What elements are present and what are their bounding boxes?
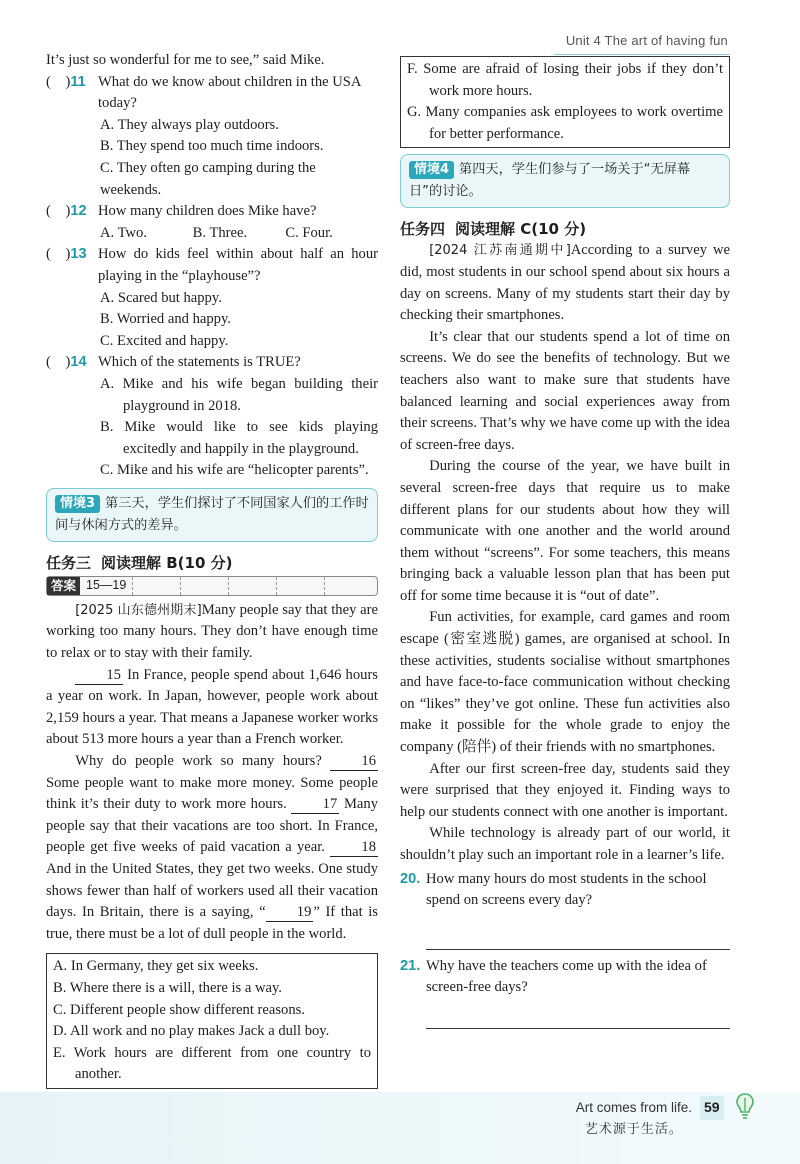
option: C. Mike and his wife are “helicopter parents”. (100, 462, 369, 479)
scene-tag: 情境3 (55, 495, 100, 513)
slogan-cn: 艺术源于生活。 (584, 1121, 683, 1137)
passage-b-paragraph-2: 15 In France, people spend about 1,646 hours a year on work. In Japan, however, people work about 2,159 hours a year. That means a Japanese worker works about 513 more hours a year than a French worker. (46, 666, 378, 748)
passage-c-paragraph-1: [2024 江苏南通期中]According to a survey we did, most students in our school spend about six hours a day on screens. Many of my students start their day by checking their smartphones. (400, 242, 730, 324)
option: C. They often go camping during the weekends. (100, 159, 316, 198)
answer-cell[interactable] (132, 577, 180, 595)
choice-box (46, 953, 378, 1089)
answer-paren[interactable]: ( )12 (46, 203, 87, 220)
option: C. Four. (285, 224, 333, 241)
question-stem: How many children does Mike have? (98, 203, 317, 220)
question-20 (400, 869, 730, 912)
choice-item: F. Some are afraid of losing their jobs if they don’t work more hours. (407, 61, 723, 99)
scene-4-box (400, 154, 730, 208)
question-stem: How many hours do most students in the school spend on screens every day? (426, 870, 707, 909)
answer-cell[interactable] (276, 577, 324, 595)
choice-item: D. All work and no play makes Jack a dull boy. (53, 1023, 330, 1040)
option-row (46, 223, 378, 245)
question-21 (400, 956, 730, 999)
slogan-en: Art comes from life. (575, 1100, 692, 1115)
question-stem: Why have the teachers come up with the idea of screen-free days? (426, 957, 707, 996)
choice-item: A. In Germany, they get six weeks. (53, 958, 259, 975)
passage-c-paragraph-2: It’s clear that our students spend a lot of time on screens. We do see the benefits of technology. But we teachers also want to make sure that students have balanced learning and social experiences away from their screens. That’s why we have come up with the idea of screen-free days. (400, 328, 731, 453)
option: B. They spend too much time indoors. (100, 138, 324, 155)
passage-lead-line: It’s just so wonderful for me to see,” said Mike. (46, 52, 325, 68)
question-12 (46, 201, 378, 223)
scene-3-box (46, 488, 378, 542)
page-number: 59 (700, 1096, 724, 1120)
passage-c-paragraph-6: While technology is already part of our world, it shouldn’t play such an important role in a learner’s life. (400, 825, 730, 863)
answer-line[interactable] (426, 1009, 730, 1029)
choice-item: E. Work hours are different from one country to another. (53, 1044, 371, 1083)
option: A. Two. (100, 224, 147, 241)
answer-paren[interactable]: ( )14 (46, 354, 87, 371)
option: B. Three. (192, 224, 248, 241)
scene-text: 第三天，学生们探讨了不同国家人们的工作时间与休闲方式的差异。 (55, 495, 369, 533)
answer-range: 15—19 (86, 578, 127, 593)
answer-paren[interactable]: ( )11 (46, 73, 86, 90)
option: A. Scared but happy. (100, 289, 222, 306)
blank-16[interactable]: 16 (330, 752, 378, 771)
answer-cell[interactable] (324, 577, 372, 595)
footer-slogan (576, 1097, 692, 1140)
answer-bar (46, 576, 378, 596)
running-head: Unit 4 The art of having fun (554, 30, 730, 55)
blank-18[interactable]: 18 (330, 838, 378, 857)
task-3-title: 任务三 阅读理解 B(10 分) (46, 553, 233, 572)
option: A. They always play outdoors. (100, 116, 279, 133)
blank-19[interactable]: 19 (266, 903, 314, 922)
answer-label: 答案 (47, 577, 80, 595)
choice-box-continued (400, 56, 730, 148)
lightbulb-icon (735, 1092, 755, 1120)
left-column (46, 50, 378, 1089)
option: C. Excited and happy. (100, 332, 229, 349)
answer-paren[interactable]: ( )13 (46, 246, 87, 263)
passage-b-paragraph-1: [2025 山东德州期末]Many people say that they are working too many hours. They don’t have enough time to relax or to stay with their family. (46, 601, 378, 662)
question-stem: How do kids feel within about half an hour playing in the “playhouse”? (98, 246, 378, 284)
blank-17[interactable]: 17 (291, 795, 339, 814)
question-number: 20. (400, 870, 421, 887)
question-14 (46, 352, 378, 374)
question-stem: What do we know about children in the USA today? (98, 73, 361, 112)
answer-line[interactable] (426, 930, 730, 950)
choice-item: G. Many companies ask employees to work overtime for better performance. (407, 104, 723, 142)
blank-15[interactable]: 15 (75, 666, 123, 685)
passage-c-paragraph-4: Fun activities, for example, card games and room escape (密室逃脱) games, are organised at school. In these activities, students socialise without smartphones and have face-to-face communication without checking on “likes” they’ve got online. These fun activities also make it possible for the whole grade to enjoy the company (陪伴) of their friends with no smartphones. (400, 609, 730, 756)
question-11 (46, 72, 378, 115)
option: B. Worried and happy. (100, 311, 231, 328)
right-column (400, 50, 730, 1035)
passage-c-paragraph-3: During the course of the year, we have built in several screen-free days that require us to make different plans for our students about how they will communicate with one another and the world around them without “screens”. For some teachers, this means bringing back a valuable lesson plan that has been put off for some time because it is “out of date”. (400, 458, 730, 604)
question-13 (46, 244, 378, 287)
choice-item: B. Where there is a will, there is a way. (53, 979, 282, 996)
scene-tag: 情境4 (409, 161, 454, 179)
task-4-title: 任务四 阅读理解 C(10 分) (400, 220, 587, 239)
answer-cell[interactable] (228, 577, 276, 595)
passage-b-paragraph-3: Why do people work so many hours? 16 Some people want to make more money. Some people think it’s their duty to work more hours. 17 Many people say that their vacations are too short. In France, people get five weeks of paid vacation a year. 18 And in the United States, they get two weeks. One study shows fewer than half of workers used all their vacation days. In Britain, there is a saying, “ 19 ” If that is true, there must be a lot of dull people in the world. (46, 753, 379, 942)
scene-text: 第四天，学生们参与了一场关于“无屏幕日”的讨论。 (409, 162, 691, 200)
question-stem: Which of the statements is TRUE? (98, 354, 301, 371)
option: A. Mike and his wife began building their playground in 2018. (100, 375, 378, 414)
choice-item: C. Different people show different reasons. (53, 1001, 305, 1018)
option: B. Mike would like to see kids playing excitedly and happily in the playground. (100, 419, 378, 457)
passage-c-paragraph-5: After our first screen-free day, students said they were surprised that they enjoyed it. Finding ways to help our students connect with one another is important. (400, 760, 730, 820)
question-number: 21. (400, 957, 421, 974)
answer-cell[interactable] (180, 577, 228, 595)
